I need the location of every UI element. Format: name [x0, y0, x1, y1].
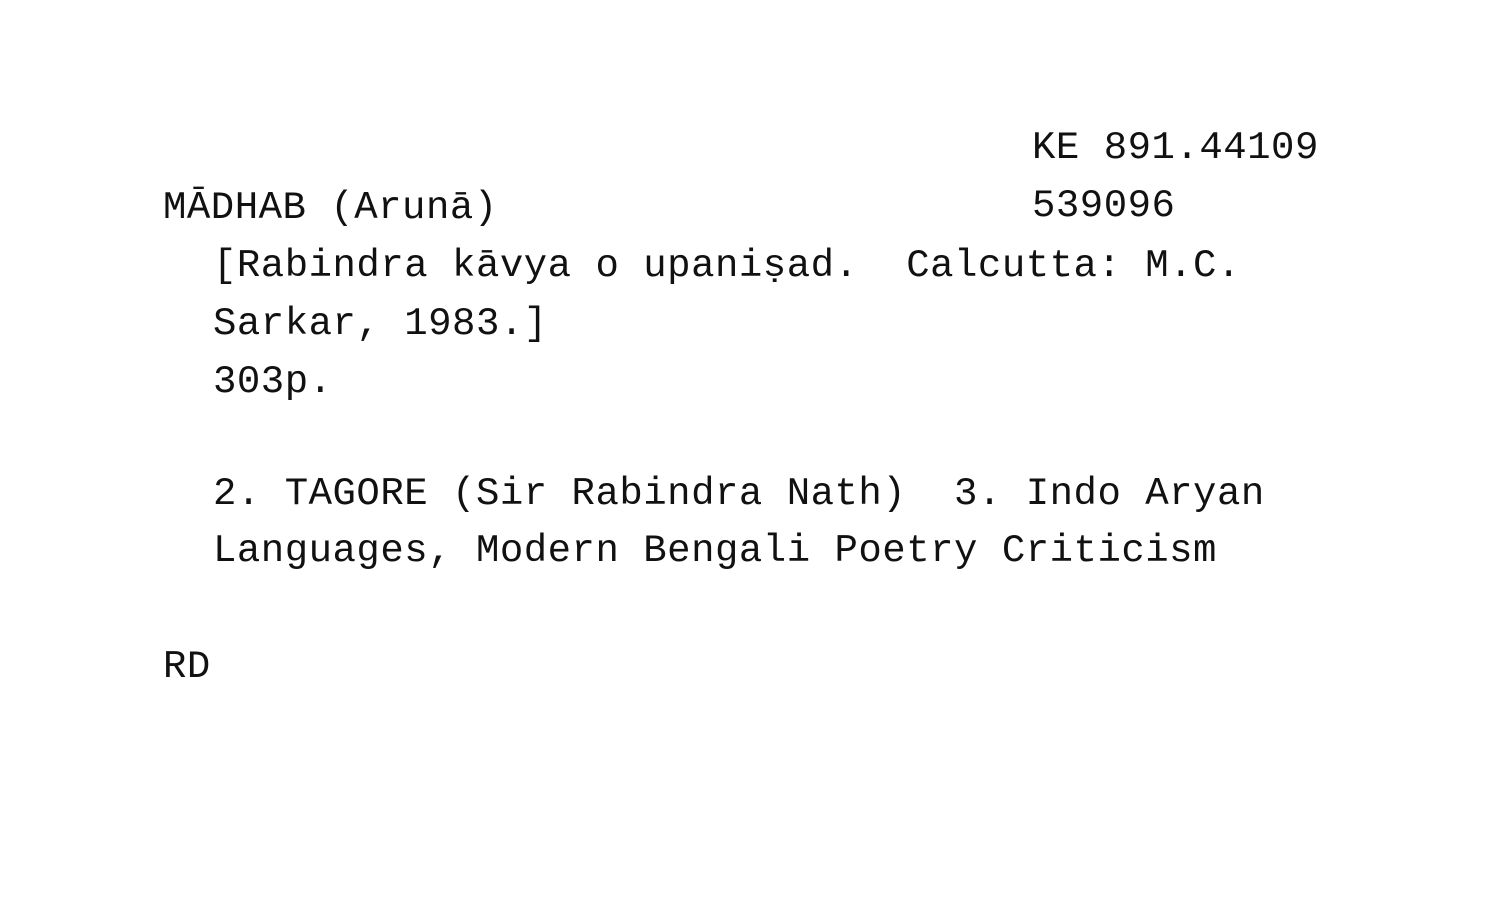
accession-number: 539096	[1032, 184, 1176, 228]
call-number: KE 891.44109	[1032, 126, 1319, 170]
subjects-line-1: 2. TAGORE (Sir Rabindra Nath) 3. Indo Aryan	[213, 472, 1265, 516]
title-line-1: [Rabindra kāvya o upaniṣad. Calcutta: M.C.	[213, 244, 1241, 288]
subjects-line-2: Languages, Modern Bengali Poetry Criticism	[213, 529, 1217, 573]
pagination: 303p.	[213, 360, 333, 404]
cataloger-initials: RD	[163, 645, 211, 689]
main-heading: MĀDHAB (Arunā)	[163, 186, 498, 230]
title-line-2: Sarkar, 1983.]	[213, 302, 548, 346]
